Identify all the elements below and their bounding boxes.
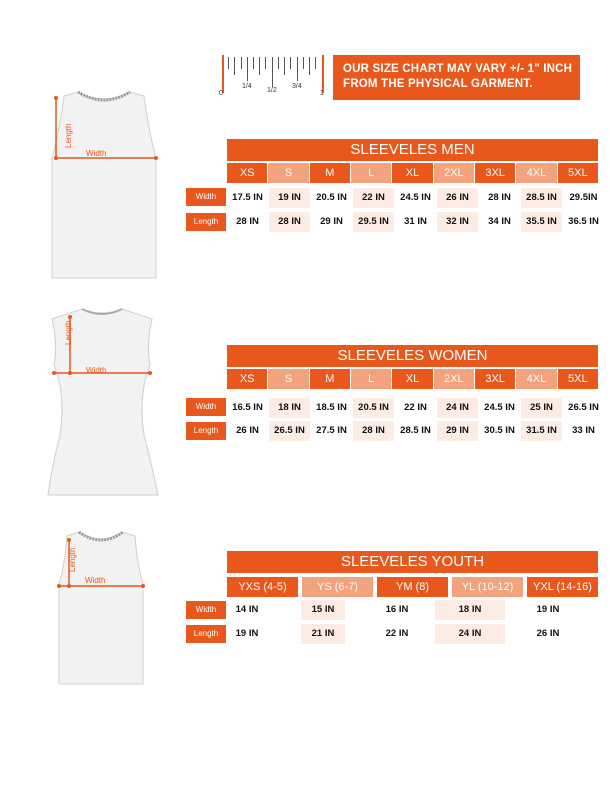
men-length-value: 35.5 IN: [521, 212, 562, 232]
men-tank-top-illustration: [48, 88, 160, 283]
youth-width-value: 14 IN: [235, 604, 259, 615]
youth-length-label: Length: [68, 547, 77, 572]
men-width-value: 17.5 IN: [232, 192, 263, 203]
women-size-l: L: [351, 369, 391, 389]
men-size-4xl: 4XL: [516, 163, 556, 183]
women-size-table: [227, 345, 598, 389]
women-length-value: 31.5 IN: [521, 421, 562, 441]
size-variance-note: [333, 55, 580, 100]
youth-size-yxl: YXL (14-16): [527, 577, 598, 597]
men-size-3xl: 3XL: [475, 163, 515, 183]
youth-width-value: 18 IN: [435, 600, 505, 620]
women-width-value: 26.5 IN: [568, 402, 599, 413]
men-width-value: 26 IN: [437, 188, 478, 208]
women-width-row-label: Width: [186, 398, 226, 416]
men-width-label: Width: [86, 149, 107, 158]
men-size-m: M: [310, 163, 350, 183]
youth-length-value: 26 IN: [536, 628, 560, 639]
men-length-value: 29.5 IN: [353, 212, 394, 232]
men-width-value: 28 IN: [488, 192, 511, 203]
women-width-row: [227, 398, 604, 418]
women-size-2xl: 2XL: [434, 369, 474, 389]
women-width-value: 25 IN: [521, 398, 562, 418]
youth-length-row-label: Length: [186, 625, 226, 643]
youth-length-value: 21 IN: [301, 624, 345, 644]
youth-size-ys: YS (6-7): [302, 577, 373, 597]
note-line-2: FROM THE PHYSICAL GARMENT.: [343, 78, 533, 90]
youth-length-value: 19 IN: [235, 628, 259, 639]
youth-width-value: 19 IN: [536, 604, 560, 615]
men-length-value: 36.5 IN: [568, 216, 599, 227]
women-length-row-label: Length: [186, 422, 226, 440]
women-size-xs: XS: [227, 369, 267, 389]
youth-length-value: 24 IN: [435, 624, 505, 644]
women-width-value: 20.5 IN: [353, 398, 394, 418]
women-size-s: S: [268, 369, 308, 389]
women-tank-top-illustration: [42, 305, 162, 500]
women-length-value: 29 IN: [437, 421, 478, 441]
men-length-value: 28 IN: [236, 216, 259, 227]
men-length-value: 28 IN: [269, 212, 310, 232]
men-width-value: 29.5IN: [569, 192, 598, 203]
women-length-value: 27.5 IN: [316, 425, 347, 436]
men-size-table: [227, 139, 598, 183]
women-size-m: M: [310, 369, 350, 389]
men-width-value: 28.5 IN: [521, 188, 562, 208]
youth-size-yl: YL (10-12): [452, 577, 523, 597]
men-width-value: 20.5 IN: [316, 192, 347, 203]
women-length-value: 26 IN: [236, 425, 259, 436]
men-width-value: 24.5 IN: [400, 192, 431, 203]
youth-width-value: 16 IN: [385, 604, 409, 615]
youth-size-yxs: YXS (4-5): [227, 577, 298, 597]
men-size-header-row: [227, 163, 598, 183]
women-width-value: 24.5 IN: [484, 402, 515, 413]
men-length-value: 34 IN: [488, 216, 511, 227]
women-size-4xl: 4XL: [516, 369, 556, 389]
men-size-s: S: [268, 163, 308, 183]
ruler-label-start: 0: [219, 90, 223, 97]
women-size-3xl: 3XL: [475, 369, 515, 389]
youth-size-header-row: [227, 577, 598, 597]
men-length-row: [227, 212, 604, 232]
women-length-value: 26.5 IN: [269, 421, 310, 441]
men-length-value: 31 IN: [404, 216, 427, 227]
men-length-label: Length: [64, 123, 73, 148]
men-width-value: 22 IN: [353, 188, 394, 208]
men-length-row-label: Length: [186, 213, 226, 231]
ruler-label-half: 1/2: [267, 87, 277, 94]
men-size-l: L: [351, 163, 391, 183]
women-length-value: 30.5 IN: [484, 425, 515, 436]
ruler-label-three-quarter: 3/4: [292, 83, 302, 90]
ruler-graphic: [218, 55, 326, 100]
women-width-value: 16.5 IN: [232, 402, 263, 413]
men-length-value: 32 IN: [437, 212, 478, 232]
women-width-value: 24 IN: [437, 398, 478, 418]
women-width-value: 18.5 IN: [316, 402, 347, 413]
youth-width-label: Width: [85, 576, 106, 585]
youth-size-table: [227, 551, 598, 597]
women-width-label: Width: [86, 366, 107, 375]
men-width-row-label: Width: [186, 188, 226, 206]
youth-width-row: [227, 600, 583, 620]
youth-table-title: SLEEVELES YOUTH: [227, 551, 598, 573]
men-size-5xl: 5XL: [558, 163, 598, 183]
women-size-xl: XL: [392, 369, 432, 389]
youth-length-row: [227, 624, 583, 644]
ruler-label-quarter: 1/4: [242, 83, 252, 90]
men-size-xl: XL: [392, 163, 432, 183]
men-size-2xl: 2XL: [434, 163, 474, 183]
women-table-title: SLEEVELES WOMEN: [227, 345, 598, 367]
men-width-value: 19 IN: [269, 188, 310, 208]
youth-size-ym: YM (8): [377, 577, 448, 597]
ruler-label-end: 1: [320, 90, 324, 97]
women-length-value: 28.5 IN: [400, 425, 431, 436]
women-length-row: [227, 421, 604, 441]
youth-width-row-label: Width: [186, 601, 226, 619]
women-width-value: 18 IN: [269, 398, 310, 418]
men-table-title: SLEEVELES MEN: [227, 139, 598, 161]
women-size-header-row: [227, 369, 598, 389]
women-width-value: 22 IN: [404, 402, 427, 413]
women-size-5xl: 5XL: [558, 369, 598, 389]
women-length-value: 33 IN: [572, 425, 595, 436]
men-width-row: [227, 188, 604, 208]
note-line-1: OUR SIZE CHART MAY VARY +/- 1" INCH: [343, 63, 573, 75]
women-length-label: Length: [64, 320, 73, 345]
men-size-xs: XS: [227, 163, 267, 183]
youth-length-value: 22 IN: [385, 628, 409, 639]
women-length-value: 28 IN: [353, 421, 394, 441]
youth-width-value: 15 IN: [301, 600, 345, 620]
men-length-value: 29 IN: [320, 216, 343, 227]
